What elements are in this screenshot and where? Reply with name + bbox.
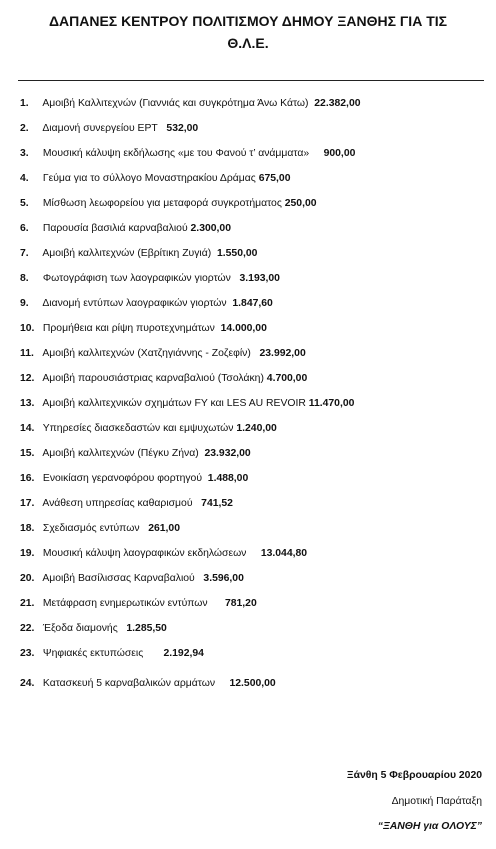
- item-description: Διανομή εντύπων λαογραφικών γιορτών: [42, 298, 227, 309]
- list-item: [20, 372, 307, 386]
- item-description: Κατασκευή 5 καρναβαλικών αρμάτων: [42, 678, 216, 689]
- item-number: 21.: [20, 598, 35, 609]
- item-number: 4.: [20, 173, 29, 184]
- list-item: [20, 397, 354, 411]
- item-description: Ανάθεση υπηρεσίας καθαρισμού: [42, 498, 193, 509]
- item-number: 15.: [20, 448, 35, 459]
- footer-date: Ξάνθη 5 Φεβρουαρίου 2020: [346, 770, 482, 781]
- item-number: 22.: [20, 623, 35, 634]
- item-description: Υπηρεσίες διασκεδαστών και εμψυχωτών: [42, 423, 234, 434]
- item-description: Έξοδα διαμονής: [42, 623, 118, 634]
- item-number: 13.: [20, 398, 35, 409]
- item-amount: 2.300,00: [190, 223, 231, 234]
- list-item: [20, 447, 251, 461]
- list-item: [20, 522, 180, 536]
- item-amount: 3.596,00: [203, 573, 244, 584]
- item-description: Αμοιβή καλλιτεχνών (Εβρίτικη Ζυγιά): [42, 248, 212, 259]
- item-description: Αμοιβή Καλλιτεχνών (Γιαννιάς και συγκρότημα Άνω Κάτω): [42, 98, 309, 109]
- item-number: 2.: [20, 123, 29, 134]
- list-item: [20, 422, 277, 436]
- list-item: [20, 347, 306, 361]
- item-description: Μίσθωση λεωφορείου για μεταφορά συγκροτήματος: [42, 198, 282, 209]
- list-item: [20, 497, 233, 511]
- item-description: Μετάφραση ενημερωτικών εντύπων: [42, 598, 208, 609]
- item-description: Αμοιβή παρουσιάστριας καρναβαλιού (Τσολάκη): [42, 373, 264, 384]
- item-number: 6.: [20, 223, 29, 234]
- item-description: Σχεδιασμός εντύπων: [42, 523, 140, 534]
- item-number: 12.: [20, 373, 35, 384]
- item-description: Παρουσία βασιλιά καρναβαλιού: [42, 223, 188, 234]
- item-amount: 4.700,00: [266, 373, 308, 384]
- list-item: [20, 172, 290, 186]
- item-amount: 11.470,00: [308, 398, 355, 409]
- title-line-2: Θ.Λ.Ε.: [227, 35, 269, 51]
- document-title: [0, 10, 496, 54]
- list-item: [20, 272, 280, 286]
- item-amount: 900,00: [323, 148, 356, 159]
- item-amount: 3.193,00: [239, 273, 280, 284]
- list-item: [20, 97, 361, 111]
- item-number: 9.: [20, 298, 29, 309]
- item-amount: 1.488,00: [207, 473, 249, 484]
- item-amount: 1.847,60: [232, 298, 273, 309]
- list-item: [20, 297, 273, 311]
- item-description: Μουσική κάλυψη λαογραφικών εκδηλώσεων: [42, 548, 247, 559]
- list-item: [20, 197, 317, 211]
- item-amount: 22.382,00: [314, 98, 361, 109]
- item-amount: 2.192,94: [163, 648, 204, 659]
- list-item: [20, 247, 257, 261]
- item-number: 8.: [20, 273, 29, 284]
- item-description: Ψηφιακές εκτυπώσεις: [42, 648, 144, 659]
- item-amount: 1.285,50: [126, 623, 167, 634]
- item-number: 7.: [20, 248, 29, 259]
- item-number: 14.: [20, 423, 35, 434]
- item-description: Ενοικίαση γερανοφόρου φορτηγού: [42, 473, 203, 484]
- item-description: Γεύμα για το σύλλογο Μοναστηρακίου Δράμας: [42, 173, 256, 184]
- item-amount: 23.932,00: [204, 448, 251, 459]
- item-number: 24.: [20, 678, 35, 689]
- item-description: Προμήθεια και ρίψη πυροτεχνημάτων: [42, 323, 215, 334]
- list-item: [20, 472, 248, 486]
- list-item: [20, 147, 355, 161]
- list-item: [20, 122, 198, 136]
- item-description: Αμοιβή καλλιτεχνών (Χατζηγιάννης - Ζοζεφίν): [42, 348, 251, 359]
- list-item: [20, 647, 204, 661]
- item-number: 10.: [20, 323, 35, 334]
- item-number: 11.: [20, 348, 34, 359]
- item-description: Διαμονή συνεργείου ΕΡΤ: [42, 123, 158, 134]
- item-amount: 781,20: [224, 598, 257, 609]
- list-item: [20, 547, 307, 561]
- item-number: 19.: [20, 548, 35, 559]
- item-amount: 250,00: [284, 198, 317, 209]
- item-description: Μουσική κάλυψη εκδήλωσης «με του Φανού τ’ ανάμματα»: [42, 148, 310, 159]
- item-number: 1.: [20, 98, 29, 109]
- list-item: [20, 677, 276, 691]
- item-description: Αμοιβή Βασίλισσας Καρναβαλιού: [42, 573, 195, 584]
- title-line-1: ΔΑΠΑΝΕΣ ΚΕΝΤΡΟΥ ΠΟΛΙΤΙΣΜΟΥ ΔΗΜΟΥ ΞΑΝΘΗΣ ΓΙΑ ΤΙΣ: [48, 13, 448, 29]
- list-item: [20, 222, 231, 236]
- item-number: 3.: [20, 148, 29, 159]
- list-item: [20, 622, 167, 636]
- footer-party: Δημοτική Παράταξη: [391, 796, 482, 807]
- item-amount: 1.550,00: [216, 248, 258, 259]
- item-number: 23.: [20, 648, 35, 659]
- item-amount: 12.500,00: [229, 678, 276, 689]
- item-description: Αμοιβή καλλιτεχνών (Πέγκυ Ζήνα): [42, 448, 199, 459]
- item-amount: 14.000,00: [220, 323, 267, 334]
- item-amount: 261,00: [148, 523, 180, 534]
- list-item: [20, 597, 257, 611]
- item-amount: 23.992,00: [259, 348, 306, 359]
- item-description: Φωτογράφιση των λαογραφικών γιορτών: [42, 273, 231, 284]
- item-number: 20.: [20, 573, 35, 584]
- item-amount: 741,52: [201, 498, 233, 509]
- footer-slogan: “ΞΑΝΘΗ για ΟΛΟΥΣ”: [377, 821, 482, 832]
- item-amount: 13.044,80: [260, 548, 308, 559]
- title-divider: [18, 80, 484, 81]
- item-amount: 532,00: [166, 123, 199, 134]
- item-number: 16.: [20, 473, 35, 484]
- item-amount: 675,00: [258, 173, 291, 184]
- item-description: Αμοιβή καλλιτεχνικών σχημάτων FY και LES AU REVOIR: [42, 398, 306, 409]
- item-number: 17.: [20, 498, 35, 509]
- item-number: 18.: [20, 523, 35, 534]
- item-number: 5.: [20, 198, 29, 209]
- list-item: [20, 322, 267, 336]
- list-item: [20, 572, 244, 586]
- item-amount: 1.240,00: [236, 423, 277, 434]
